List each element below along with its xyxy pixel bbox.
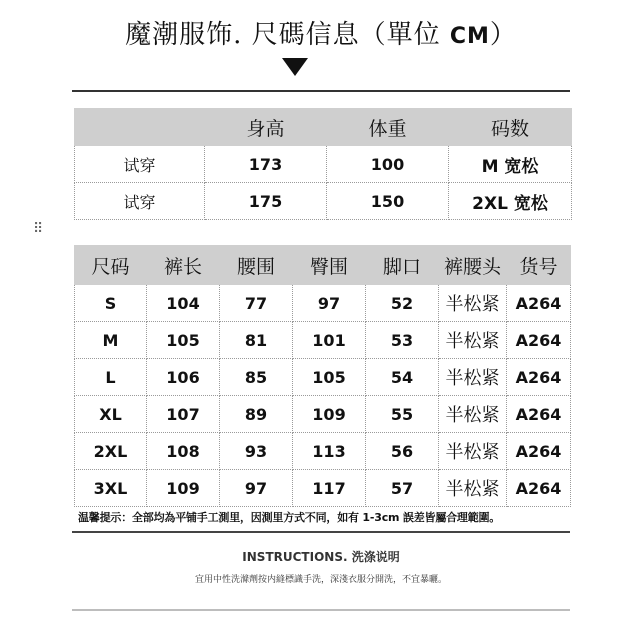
- down-arrow-icon: [282, 58, 308, 76]
- size-cell: 81: [220, 322, 293, 359]
- size-cell: S: [75, 285, 147, 322]
- size-cell: A264: [507, 396, 571, 433]
- tryon-cell-height: 175: [205, 183, 327, 220]
- size-cell: 109: [293, 396, 366, 433]
- measurement-note: 温馨提示：全部均為平铺手工測里，因測里方式不同，如有 1-3cm 誤差皆屬合理範圍。: [78, 511, 501, 524]
- size-cell: A264: [507, 470, 571, 507]
- size-cell: 2XL: [75, 433, 147, 470]
- top-divider: [72, 90, 570, 92]
- tryon-row: [75, 146, 572, 183]
- size-cell: 113: [293, 433, 366, 470]
- page-title: [0, 14, 642, 51]
- size-table: [74, 245, 571, 507]
- size-cell: 108: [147, 433, 220, 470]
- size-header-row: [75, 246, 571, 285]
- instructions-text: 宜用中性洗滌劑按内縫標識手洗，深淺衣服分開洗，不宜暴曬。: [194, 575, 447, 585]
- size-cell: 93: [220, 433, 293, 470]
- tryon-cell-weight: 150: [327, 183, 449, 220]
- size-cell: 55: [366, 396, 439, 433]
- size-cell: 97: [220, 470, 293, 507]
- size-cell: 53: [366, 322, 439, 359]
- size-cell: 89: [220, 396, 293, 433]
- size-cell: L: [75, 359, 147, 396]
- size-header-cell: 裤长: [147, 246, 220, 285]
- size-cell: XL: [75, 396, 147, 433]
- size-cell: 3XL: [75, 470, 147, 507]
- size-cell: 57: [366, 470, 439, 507]
- tryon-header-row: [75, 109, 572, 146]
- tryon-cell-size: 2XL 宽松: [449, 183, 572, 220]
- size-header-cell: 货号: [507, 246, 571, 285]
- size-cell: A264: [507, 359, 571, 396]
- tryon-header-cell: 身高: [205, 109, 327, 146]
- size-row: [75, 433, 571, 470]
- bottom-divider: [72, 609, 570, 611]
- size-cell: 半松紧: [439, 396, 507, 433]
- size-cell: A264: [507, 322, 571, 359]
- tryon-cell-height: 173: [205, 146, 327, 183]
- size-row: [75, 359, 571, 396]
- title-unit: CM: [449, 24, 490, 49]
- tryon-cell-label: 试穿: [75, 146, 205, 183]
- size-header-cell: 尺码: [75, 246, 147, 285]
- size-cell: 109: [147, 470, 220, 507]
- size-row: [75, 396, 571, 433]
- size-cell: 56: [366, 433, 439, 470]
- size-cell: 105: [293, 359, 366, 396]
- drag-handle-icon[interactable]: ⠿: [33, 221, 44, 237]
- tryon-header-cell: [75, 109, 205, 146]
- size-row: [75, 322, 571, 359]
- size-cell: 106: [147, 359, 220, 396]
- size-cell: 107: [147, 396, 220, 433]
- size-cell: 半松紧: [439, 470, 507, 507]
- size-cell: M: [75, 322, 147, 359]
- tryon-cell-label: 试穿: [75, 183, 205, 220]
- title-text: 魔潮服饰. 尺碼信息（單位: [125, 20, 441, 50]
- size-header-cell: 脚口: [366, 246, 439, 285]
- size-row: [75, 285, 571, 322]
- size-cell: 97: [293, 285, 366, 322]
- size-header-cell: 腰围: [220, 246, 293, 285]
- title-close-paren: ）: [489, 20, 517, 50]
- instructions-title: INSTRUCTIONS. 洗涤说明: [242, 550, 400, 564]
- tryon-header-cell: 体重: [327, 109, 449, 146]
- size-cell: 77: [220, 285, 293, 322]
- size-cell: 105: [147, 322, 220, 359]
- size-cell: 半松紧: [439, 433, 507, 470]
- middle-divider: [72, 531, 570, 533]
- tryon-table: [74, 108, 572, 220]
- size-header-cell: 臀围: [293, 246, 366, 285]
- tryon-header-cell: 码数: [449, 109, 572, 146]
- size-cell: 52: [366, 285, 439, 322]
- tryon-cell-weight: 100: [327, 146, 449, 183]
- tryon-cell-size: M 宽松: [449, 146, 572, 183]
- tryon-row: [75, 183, 572, 220]
- size-cell: A264: [507, 285, 571, 322]
- size-cell: 104: [147, 285, 220, 322]
- size-header-cell: 裤腰头: [439, 246, 507, 285]
- size-cell: 54: [366, 359, 439, 396]
- size-cell: 半松紧: [439, 359, 507, 396]
- size-cell: A264: [507, 433, 571, 470]
- size-row: [75, 470, 571, 507]
- size-cell: 85: [220, 359, 293, 396]
- size-cell: 101: [293, 322, 366, 359]
- size-cell: 半松紧: [439, 322, 507, 359]
- size-cell: 117: [293, 470, 366, 507]
- size-cell: 半松紧: [439, 285, 507, 322]
